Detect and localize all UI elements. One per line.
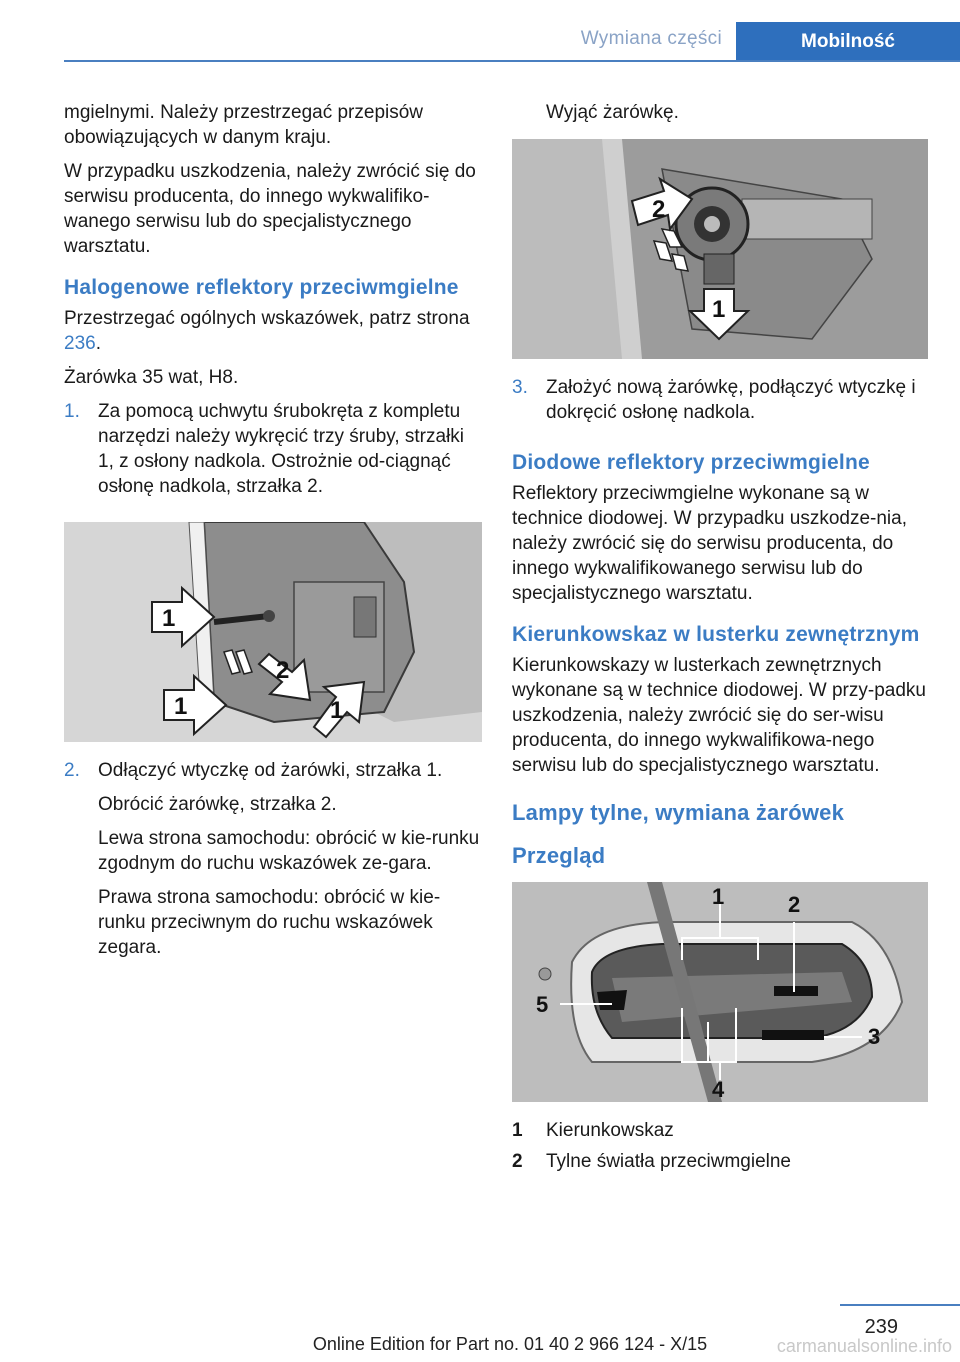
paragraph-remove-bulb: Wyjąć żarówkę.	[546, 102, 679, 123]
section-heading-mirror: Kierunkowskaz w lusterku zewnętrznym	[512, 623, 920, 646]
step-text: Prawa strona samochodu: obrócić w kie‐runku przeciwnym do ruchu wskazówek zegara.	[98, 887, 441, 958]
page-number: 239	[864, 1316, 898, 1338]
header-chapter-tab: Mobilność	[736, 22, 960, 62]
paragraph: W przypadku uszkodzenia, należy zwrócić się do serwisu producenta, do innego wykwalifiko‐wanego serwisu lub do specjalistycznego warsztatu.	[64, 161, 476, 257]
right-column	[512, 100, 930, 1183]
paragraph: mgielnymi. Należy przestrzegać przepisów obowiązujących w danym kraju.	[64, 102, 424, 148]
legend-text: Kierunkowskaz	[546, 1120, 674, 1141]
header-section-title: Wymiana części	[580, 28, 722, 49]
footer-edition: Online Edition for Part no. 01 40 2 966 124 - X/15	[312, 1334, 708, 1354]
figure-rear-lamp-overview	[512, 882, 928, 1102]
step-text: Założyć nową żarówkę, podłączyć wtyczkę i dokręcić osłonę nadkola.	[546, 377, 916, 423]
figure-label: 1	[330, 697, 344, 724]
figure-label: 1	[712, 296, 726, 323]
figure-bulb-removal	[512, 139, 928, 359]
legend-number: 2	[512, 1151, 523, 1172]
step-1	[64, 399, 482, 508]
figure-label: 1	[712, 884, 725, 909]
figure-label: 2	[276, 657, 290, 684]
legend-item	[512, 1118, 930, 1143]
figure-label: 4	[712, 1077, 725, 1102]
legend-text: Tylne światła przeciwmgielne	[546, 1151, 791, 1172]
page-link-236[interactable]: 236	[64, 333, 96, 354]
left-column	[64, 100, 482, 978]
figure-label: 2	[788, 892, 801, 917]
header-rule	[64, 60, 960, 62]
step-3	[512, 375, 930, 434]
figure-wheel-arch-cover	[64, 522, 482, 742]
section-heading-diode: Diodowe reflektory przeciwmgielne	[512, 451, 870, 474]
step-number: 3.	[512, 377, 528, 398]
legend-item	[512, 1149, 930, 1174]
paragraph-see-page: Przestrzegać ogólnych wskazówek, patrz strona 236.	[64, 308, 470, 354]
section-heading-rear-lamps: Lampy tylne, wymiana żarówek	[512, 800, 845, 825]
paragraph-bulb-spec: Żarówka 35 wat, H8.	[64, 367, 239, 388]
step-text: Lewa strona samochodu: obrócić w kie‐runku zgodnym do ruchu wskazówek ze‐gara.	[98, 828, 480, 874]
step-number: 2.	[64, 760, 80, 781]
footer-rule	[840, 1304, 960, 1306]
watermark: carmanualsonline.info	[776, 1336, 952, 1356]
step-text: Odłączyć wtyczkę od żarówki, strzałka 1.	[98, 760, 443, 781]
step-2	[64, 758, 482, 969]
figure-label: 1	[174, 693, 188, 720]
step-text: Za pomocą uchwytu śrubokręta z kompletu narzędzi należy wykręcić trzy śruby, strzałki 1, z osłony nadkola. Ostrożnie od‐ciągnąć osłonę nadkola, strzałka 2.	[98, 401, 465, 497]
step-number: 1.	[64, 401, 80, 422]
legend-number: 1	[512, 1120, 523, 1141]
figure-label: 5	[536, 992, 549, 1017]
paragraph: Reflektory przeciwmgielne wykonane są w technice diodowej. W przypadku uszkodze‐nia, należy zwrócić się do serwisu producenta, do innego wykwalifikowanego serwisu lub do specjalistycznego warsztatu.	[512, 483, 907, 604]
figure-label: 2	[652, 196, 666, 223]
paragraph: Kierunkowskazy w lusterkach zewnętrznych wykonane są w technice diodowej. W przy‐padku uszkodzenia, należy zwrócić się do ser‐wisu producenta, do innego wykwalifikowa‐nego serwisu lub do specjalistycznego warsztatu.	[512, 655, 926, 776]
subsection-heading-overview: Przegląd	[512, 843, 606, 868]
figure-label: 1	[162, 605, 176, 632]
step-text: Obrócić żarówkę, strzałka 2.	[98, 794, 337, 815]
section-heading-halogen: Halogenowe reflektory przeciwmgielne	[64, 276, 459, 299]
figure-label: 3	[868, 1024, 881, 1049]
